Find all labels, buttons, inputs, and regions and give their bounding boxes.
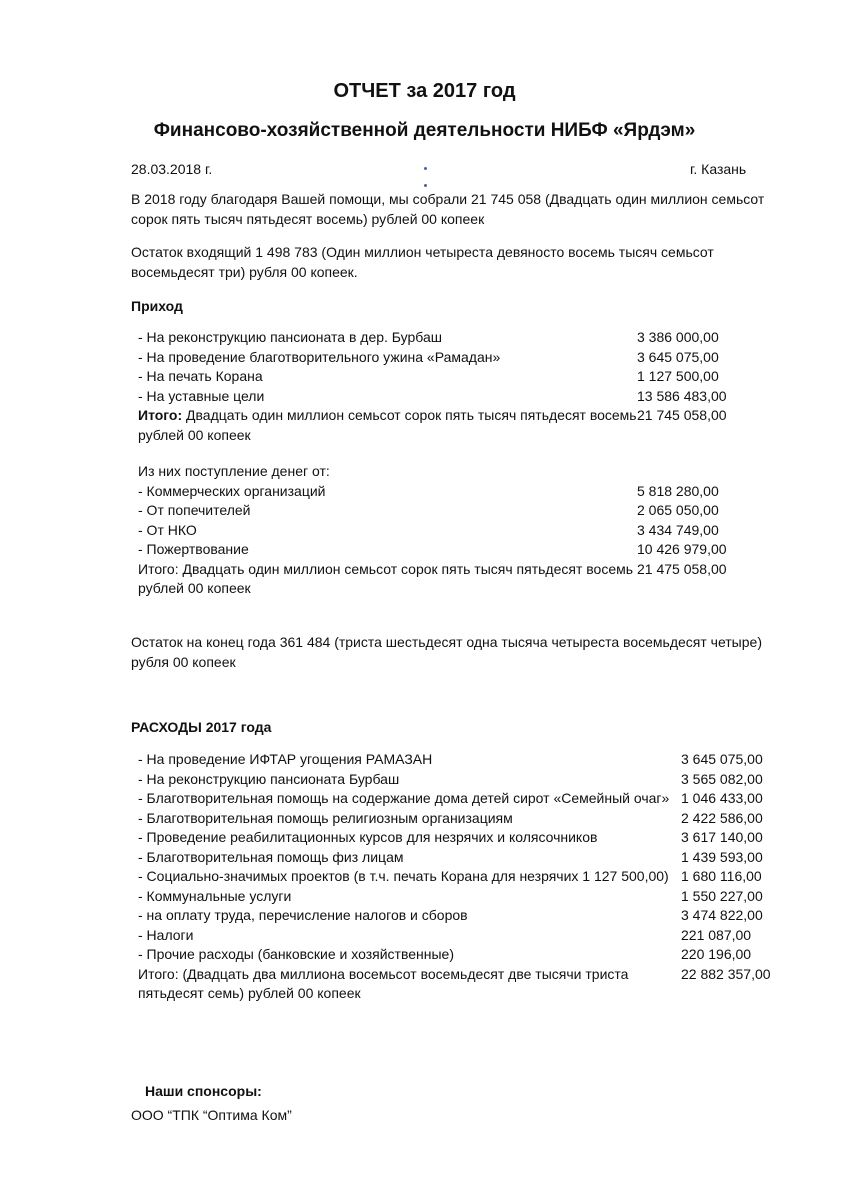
expense-value: 1 046 433,00: [681, 790, 763, 806]
ink-dot: [424, 184, 427, 187]
income-row: [138, 387, 727, 407]
income-label: - На реконструкцию пансионата в дер. Бурбаш: [138, 329, 443, 345]
expense-label: - Коммунальные услуги: [138, 887, 292, 904]
source-row: [138, 482, 727, 502]
income-label: - На печать Корана: [138, 368, 263, 384]
income-value: 13 586 483,00: [637, 387, 727, 404]
expense-label: - Благотворительная помощь религиозным организациям: [138, 809, 513, 826]
sources-heading: Из них поступление денег от:: [138, 463, 330, 479]
expense-value: 1 550 227,00: [681, 887, 763, 904]
expenses-table: [138, 750, 771, 1004]
source-label: - От НКО: [138, 521, 197, 538]
expense-row: [138, 887, 771, 907]
expense-row: [138, 828, 771, 848]
expense-row: [138, 809, 771, 829]
income-total-label: [138, 406, 637, 445]
income-value: 3 386 000,00: [637, 329, 719, 345]
source-label: - От попечителей: [138, 502, 251, 518]
ink-dot: [424, 167, 427, 170]
expense-label: - Прочие расходы (банковские и хозяйственные): [138, 946, 454, 962]
income-heading: Приход: [131, 298, 183, 314]
expense-row: [138, 770, 771, 790]
expense-value: 3 565 082,00: [681, 770, 763, 787]
income-table: [138, 328, 727, 445]
income-total-text: Двадцать один миллион семьсот сорок пять тысяч пятьдесят восемь рублей 00 копеек: [138, 407, 637, 443]
expense-label: - Благотворительная помощь на содержание дома детей сирот «Семейный очаг»: [138, 790, 670, 806]
source-value: 3 434 749,00: [637, 521, 719, 538]
expense-label: - Благотворительная помощь физ лицам: [138, 848, 404, 865]
expense-value: 3 617 140,00: [681, 829, 763, 845]
source-value: 10 426 979,00: [637, 541, 727, 557]
source-value: 5 818 280,00: [637, 482, 719, 499]
income-value: 1 127 500,00: [637, 368, 719, 384]
expenses-total-row: [138, 965, 771, 1004]
expense-row: [138, 848, 771, 868]
sources-total-row: [138, 560, 727, 599]
report-date: 28.03.2018 г.: [131, 161, 213, 177]
expense-value: 2 422 586,00: [681, 809, 763, 826]
income-sources-table: [138, 462, 727, 599]
expense-value: 220 196,00: [681, 946, 752, 962]
report-city: г. Казань: [690, 161, 747, 177]
expense-label: - На реконструкцию пансионата Бурбаш: [138, 770, 400, 787]
expense-value: 1 439 593,00: [681, 848, 763, 865]
source-row: [138, 540, 727, 560]
expense-label: - Социально-значимых проектов (в т.ч. печать Корана для незрячих 1 127 500,00): [138, 868, 669, 884]
expense-value: 3 474 822,00: [681, 907, 763, 923]
income-total-value: 21 745 058,00: [637, 407, 727, 423]
income-row: [138, 367, 727, 387]
expense-row: [138, 945, 771, 965]
expense-row: [138, 750, 771, 770]
source-label: - Коммерческих организаций: [138, 482, 326, 499]
expense-row: [138, 867, 771, 887]
balance-in-paragraph: Остаток входящий 1 498 783 (Один миллион четыреста девяносто восемь тысяч семьсот восемьдесят три) рубля 00 копеек.: [131, 244, 714, 280]
balance-end-paragraph: Остаток на конец года 361 484 (триста шестьдесят одна тысяча четыреста восемьдесят четыре) рубля 00 копеек: [131, 634, 762, 670]
source-row: [138, 521, 727, 541]
sponsors-heading: Наши спонсоры:: [145, 1083, 262, 1099]
income-total-bold: Итого:: [138, 407, 183, 423]
collected-paragraph: В 2018 году благодаря Вашей помощи, мы собрали 21 745 058 (Двадцать один миллион семьсот сорок пять тысяч пятьдесят восемь) рублей 00 копеек: [131, 191, 765, 227]
expenses-total-value: 22 882 357,00: [681, 965, 771, 982]
expense-value: 221 087,00: [681, 926, 752, 943]
sources-total-value: 21 475 058,00: [637, 560, 727, 577]
expense-label: - Налоги: [138, 926, 194, 943]
source-label: - Пожертвование: [138, 541, 249, 557]
sponsor-name: ООО “ТПК “Оптима Ком”: [131, 1107, 292, 1123]
expense-label: - Проведение реабилитационных курсов для незрячих и колясочников: [138, 829, 598, 845]
expense-value: 1 680 116,00: [681, 868, 762, 884]
report-title: ОТЧЕТ за 2017 год: [333, 80, 516, 102]
income-row: [138, 328, 727, 348]
expense-label: - На проведение ИФТАР угощения РАМАЗАН: [138, 751, 433, 767]
income-row: [138, 348, 727, 368]
expense-row: [138, 926, 771, 946]
expenses-heading: РАСХОДЫ 2017 года: [131, 719, 272, 735]
expense-row: [138, 789, 771, 809]
expense-value: 3 645 075,00: [681, 751, 763, 767]
report-subtitle: Финансово-хозяйственной деятельности НИБФ «Ярдэм»: [153, 120, 696, 141]
income-value: 3 645 075,00: [637, 348, 719, 365]
expense-row: [138, 906, 771, 926]
income-label: - На проведение благотворительного ужина «Рамадан»: [138, 348, 501, 365]
expense-label: - на оплату труда, перечисление налогов и сборов: [138, 907, 468, 923]
income-total-row: [138, 406, 727, 445]
source-value: 2 065 050,00: [637, 502, 719, 518]
income-label: - На уставные цели: [138, 387, 265, 404]
source-row: [138, 501, 727, 521]
sources-heading-row: [138, 462, 727, 482]
sources-total-label: Итого: Двадцать один миллион семьсот сорок пять тысяч пятьдесят восемь рублей 00 копеек: [138, 560, 634, 596]
expenses-total-label: Итого: (Двадцать два миллиона восемьсот восемьдесят две тысячи триста пятьдесят семь) рублей 00 копеек: [138, 965, 629, 1001]
